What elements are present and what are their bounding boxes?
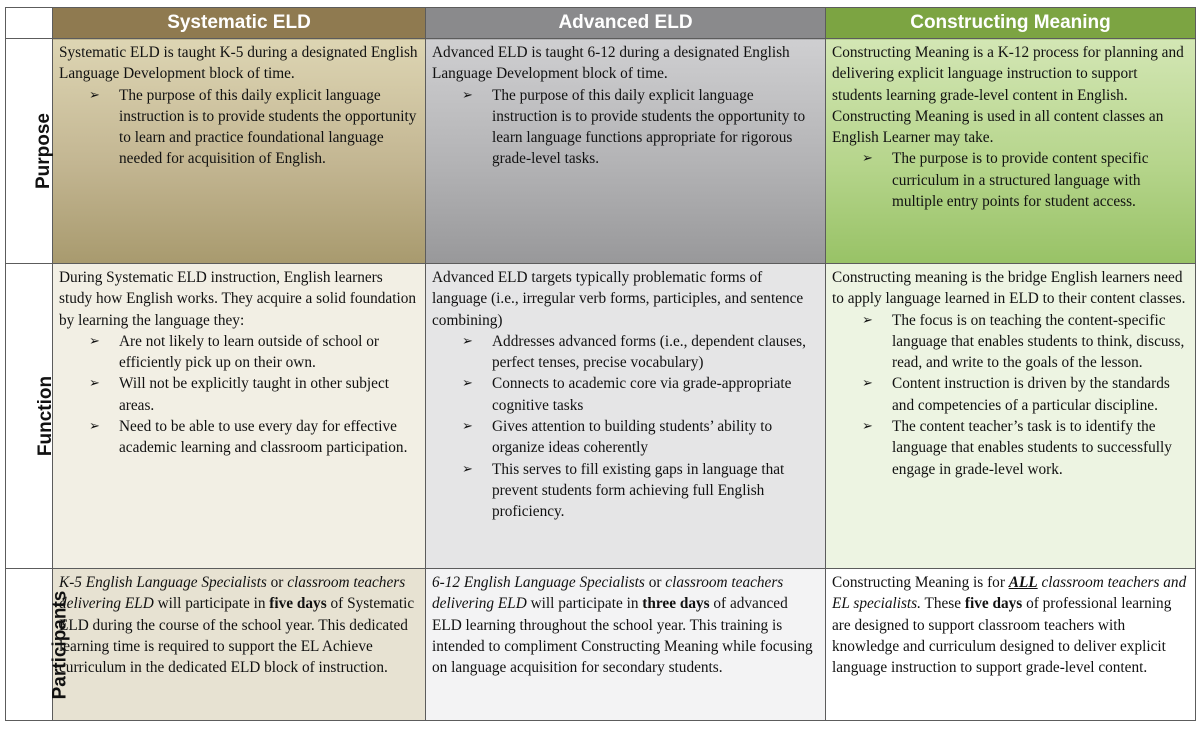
function-systematic-cell <box>53 264 426 569</box>
bullet-item: ➢ Will not be explicitly taught in other subject areas. <box>59 373 419 416</box>
participants-constructing-text: Constructing Meaning is for ALL classroom teachers and EL specialists. These five days of professional learning are designed to support classroom teachers with knowledge and curriculum designed to deliver explicit language instruction to support grade-level content. <box>832 574 1187 677</box>
function-advanced-intro: Advanced ELD targets typically problematic forms of language (i.e., irregular verb forms, participles, and sentence combining) <box>432 269 804 329</box>
participants-advanced-cell <box>426 569 826 721</box>
function-advanced-cell <box>426 264 826 569</box>
bullet-item: ➢ This serves to fill existing gaps in language that prevent students form achieving full English proficiency. <box>432 459 819 523</box>
bullet-item: ➢ Connects to academic core via grade-appropriate cognitive tasks <box>432 373 819 416</box>
bullet-item: ➢ Are not likely to learn outside of school or efficiently pick up on their own. <box>59 331 419 374</box>
purpose-systematic-intro: Systematic ELD is taught K-5 during a designated English Language Development block of time. <box>59 44 418 83</box>
bullet-item: ➢ The focus is on teaching the content-specific language that enables students to think, discuss, read, and write to the goals of the lesson. <box>832 310 1189 374</box>
participants-constructing-cell <box>826 569 1196 721</box>
bullet-item: ➢ Gives attention to building students’ ability to organize ideas coherently <box>432 416 819 459</box>
purpose-advanced-intro: Advanced ELD is taught 6-12 during a designated English Language Development block of time. <box>432 44 790 83</box>
purpose-systematic-bullets <box>59 85 419 170</box>
purpose-systematic-cell <box>53 39 426 264</box>
bullet-item: ➢ Content instruction is driven by the standards and competencies of a particular discipline. <box>832 373 1189 416</box>
participants-row <box>6 569 1196 721</box>
header-constructing-meaning: Constructing Meaning <box>826 8 1196 39</box>
purpose-row <box>6 39 1196 264</box>
row-label-function: Function <box>6 264 53 569</box>
corner-cell <box>6 8 53 39</box>
function-constructing-intro: Constructing meaning is the bridge English learners need to apply language learned in ELD to their content classes. <box>832 269 1186 308</box>
bullet-item: ➢ The purpose is to provide content specific curriculum in a structured language with multiple entry points for student access. <box>832 148 1189 212</box>
function-constructing-cell <box>826 264 1196 569</box>
function-systematic-bullets <box>59 331 419 459</box>
eld-comparison-table <box>5 7 1196 721</box>
purpose-advanced-cell <box>426 39 826 264</box>
function-advanced-bullets <box>432 331 819 523</box>
purpose-constructing-cell <box>826 39 1196 264</box>
header-row <box>6 8 1196 39</box>
bullet-item: ➢ The purpose of this daily explicit language instruction is to provide students the opportunity to learn and practice foundational language needed for acquisition of English. <box>59 85 419 170</box>
row-label-purpose: Purpose <box>6 39 53 264</box>
bullet-item: ➢ The content teacher’s task is to identify the language that enables students to successfully engage in grade-level work. <box>832 416 1189 480</box>
function-row <box>6 264 1196 569</box>
purpose-constructing-bullets <box>832 148 1189 212</box>
function-constructing-bullets <box>832 310 1189 480</box>
purpose-constructing-intro: Constructing Meaning is a K-12 process for planning and delivering explicit language instruction to support students learning grade-level content in English. Constructing Meaning is used in all content classes an English Learner may take. <box>832 44 1184 147</box>
bullet-item: ➢ Addresses advanced forms (i.e., dependent clauses, perfect tenses, precise vocabulary) <box>432 331 819 374</box>
function-systematic-intro: During Systematic ELD instruction, English learners study how English works. They acquire a solid foundation by learning the language they: <box>59 269 417 329</box>
row-label-participants: Participants <box>6 569 53 721</box>
participants-systematic-cell <box>53 569 426 721</box>
header-advanced-eld: Advanced ELD <box>426 8 826 39</box>
bullet-item: ➢ The purpose of this daily explicit language instruction is to provide students the opportunity to learn language functions appropriate for rigorous grade-level tasks. <box>432 85 819 170</box>
participants-advanced-text: 6-12 English Language Specialists or classroom teachers delivering ELD will participate in three days of advanced ELD learning throughout the school year. This training is intended to compliment Constructing Meaning while focusing on language acquisition for secondary students. <box>432 574 813 677</box>
header-systematic-eld: Systematic ELD <box>53 8 426 39</box>
purpose-advanced-bullets <box>432 85 819 170</box>
bullet-item: ➢ Need to be able to use every day for effective academic learning and classroom participation. <box>59 416 419 459</box>
participants-systematic-text: K-5 English Language Specialists or classroom teachers delivering ELD will participate in five days of Systematic ELD during the course of the school year. This dedicated learning time is required to support the EL Achieve curriculum in the dedicated ELD block of instruction. <box>59 574 415 677</box>
